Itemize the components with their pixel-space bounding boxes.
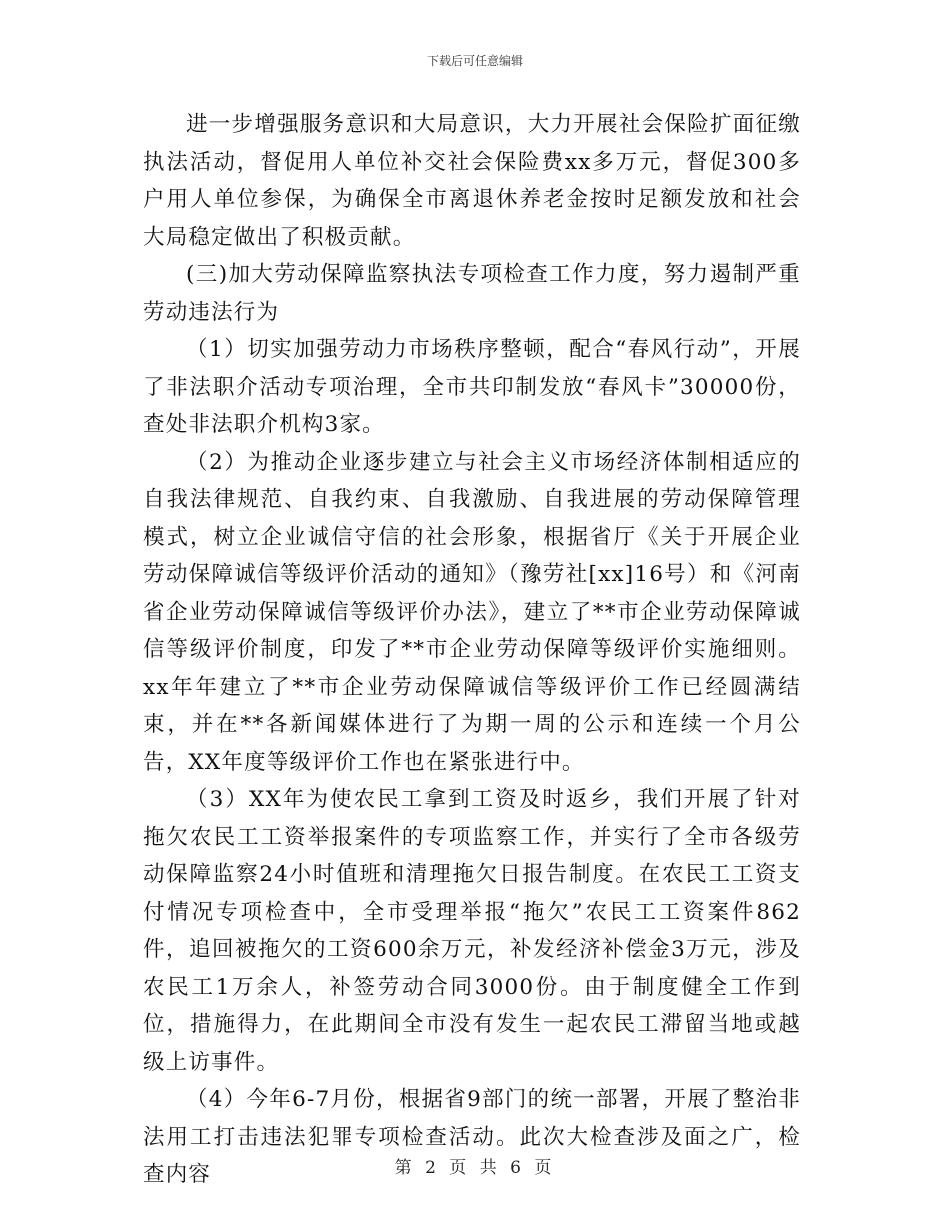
paragraph-2-section-heading: (三)加大劳动保障监察执法专项检查工作力度，努力遏制严重劳动违法行为	[143, 262, 801, 325]
paragraph-6: （4）今年6-7月份，根据省9部门的统一部署，开展了整治非法用工打击违法犯罪专项检查活动。此次大检查涉及面之广，检查内容	[143, 1087, 801, 1187]
paragraph-1: 进一步增强服务意识和大局意识，大力开展社会保险扩面征缴执法活动，督促用人单位补交社会保险费xx多万元，督促300多户用人单位参保，为确保全市离退休养老金按时足额发放和社会大局稳定做出了积极贡献。	[143, 112, 801, 250]
page-footer: 第 2 页 共 6 页	[394, 1158, 556, 1178]
paragraph-3: （1）切实加强劳动力市场秩序整顿，配合“春风行动”，开展了非法职介活动专项治理，全市共印制发放“春风卡”30000份，查处非法职介机构3家。	[143, 337, 801, 437]
document-body	[143, 106, 801, 1194]
page-header: 下载后可任意编辑	[426, 54, 523, 68]
paragraph-5: （3）XX年为使农民工拿到工资及时返乡，我们开展了针对拖欠农民工工资举报案件的专项监察工作，并实行了全市各级劳动保障监察24小时值班和清理拖欠日报告制度。在农民工工资支付情况专项检查中，全市受理举报“拖欠”农民工工资案件862件，追回被拖欠的工资600余万元，补发经济补偿金3万元，涉及农民工1万余人，补签劳动合同3000份。由于制度健全工作到位，措施得力，在此期间全市没有发生一起农民工滞留当地或越级上访事件。	[143, 787, 801, 1075]
paragraph-4: （2）为推动企业逐步建立与社会主义市场经济体制相适应的自我法律规范、自我约束、自我激励、自我进展的劳动保障管理模式，树立企业诚信守信的社会形象，根据省厅《关于开展企业劳动保障诚信等级评价活动的通知》（豫劳社[xx]16号）和《河南省企业劳动保障诚信等级评价办法》，建立了**市企业劳动保障诚信等级评价制度，印发了**市企业劳动保障等级评价实施细则。xx年年建立了**市企业劳动保障诚信等级评价工作已经圆满结束，并在**各新闻媒体进行了为期一周的公示和连续一个月公告，XX年度等级评价工作也在紧张进行中。	[143, 449, 801, 775]
